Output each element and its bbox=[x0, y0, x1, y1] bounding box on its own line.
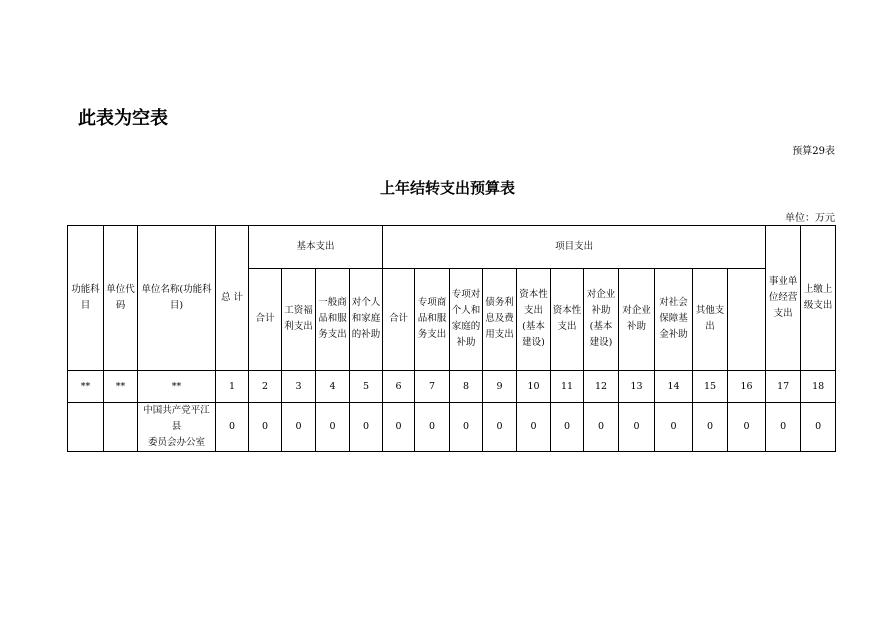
data-cell-unit-name: 中国共产党平江县 委员会办公室 bbox=[138, 403, 216, 452]
header-other: 其他支 出 bbox=[693, 268, 728, 370]
header-unit-name: 单位名称(功能科 目) bbox=[138, 226, 216, 371]
data-cell-unit-code bbox=[104, 403, 138, 452]
budget-table bbox=[67, 225, 836, 452]
number-cell: 11 bbox=[551, 371, 584, 403]
data-cell: 0 bbox=[282, 403, 316, 452]
header-unit-code: 单位代 码 bbox=[104, 226, 138, 371]
table-number: 预算29表 bbox=[792, 146, 835, 157]
header-total: 总 计 bbox=[216, 226, 249, 371]
data-cell: 0 bbox=[249, 403, 282, 452]
header-proj-goods: 专项商 品和服 务支出 bbox=[415, 268, 450, 370]
number-cell: 14 bbox=[655, 371, 693, 403]
number-cell: ** bbox=[68, 371, 104, 403]
number-cell: 7 bbox=[415, 371, 450, 403]
header-enterprise-basic: 对企业 补助 (基本 建设) bbox=[584, 268, 619, 370]
number-cell: ** bbox=[104, 371, 138, 403]
number-cell: 13 bbox=[619, 371, 655, 403]
data-cell: 0 bbox=[316, 403, 350, 452]
number-cell: 18 bbox=[801, 371, 836, 403]
number-cell: 4 bbox=[316, 371, 350, 403]
number-cell: 10 bbox=[517, 371, 551, 403]
data-cell: 0 bbox=[350, 403, 383, 452]
number-cell: 8 bbox=[450, 371, 483, 403]
data-cell: 0 bbox=[216, 403, 249, 452]
number-cell: 1 bbox=[216, 371, 249, 403]
header-goods-services: 一般商 品和服 务支出 bbox=[316, 268, 350, 370]
data-cell: 0 bbox=[551, 403, 584, 452]
number-cell: 2 bbox=[249, 371, 282, 403]
header-proj-sum: 合计 bbox=[383, 268, 415, 370]
data-cell: 0 bbox=[693, 403, 728, 452]
header-basic-sum: 合计 bbox=[249, 268, 282, 370]
table-row bbox=[68, 403, 836, 452]
number-cell: 9 bbox=[483, 371, 517, 403]
data-cell: 0 bbox=[415, 403, 450, 452]
number-cell: 15 bbox=[693, 371, 728, 403]
data-cell: 0 bbox=[655, 403, 693, 452]
empty-table-note: 此表为空表 bbox=[78, 108, 168, 129]
header-personal: 对个人 和家庭 的补助 bbox=[350, 268, 383, 370]
data-cell: 0 bbox=[766, 403, 801, 452]
data-cell: 0 bbox=[584, 403, 619, 452]
data-cell: 0 bbox=[383, 403, 415, 452]
data-cell: 0 bbox=[517, 403, 551, 452]
data-cell: 0 bbox=[450, 403, 483, 452]
number-row bbox=[68, 371, 836, 403]
header-capital: 资本性 支出 bbox=[551, 268, 584, 370]
header-capital-basic: 资本性 支出 (基本 建设) bbox=[517, 268, 551, 370]
number-cell: ** bbox=[138, 371, 216, 403]
data-cell: 0 bbox=[801, 403, 836, 452]
number-cell: 6 bbox=[383, 371, 415, 403]
data-cell-func-code bbox=[68, 403, 104, 452]
number-cell: 3 bbox=[282, 371, 316, 403]
header-business-ops: 事业单 位经营 支出 bbox=[766, 226, 801, 371]
header-enterprise: 对企业 补助 bbox=[619, 268, 655, 370]
header-proj-personal: 专项对 个人和 家庭的 补助 bbox=[450, 268, 483, 370]
header-wages: 工资福 利支出 bbox=[282, 268, 316, 370]
header-basic-expenditure: 基本支出 bbox=[249, 226, 383, 269]
data-cell: 0 bbox=[619, 403, 655, 452]
unit-label: 单位：万元 bbox=[785, 213, 835, 224]
number-cell: 5 bbox=[350, 371, 383, 403]
header-func-code: 功能科 目 bbox=[68, 226, 104, 371]
header-debt: 债务利 息及费 用支出 bbox=[483, 268, 517, 370]
number-cell: 12 bbox=[584, 371, 619, 403]
data-cell: 0 bbox=[728, 403, 766, 452]
header-project-expenditure: 项目支出 bbox=[383, 226, 766, 269]
data-cell: 0 bbox=[483, 403, 517, 452]
header-upper-level: 上缴上 级支出 bbox=[801, 226, 836, 371]
header-social: 对社会 保障基 金补助 bbox=[655, 268, 693, 370]
number-cell: 16 bbox=[728, 371, 766, 403]
page-title: 上年结转支出预算表 bbox=[379, 179, 515, 197]
number-cell: 17 bbox=[766, 371, 801, 403]
